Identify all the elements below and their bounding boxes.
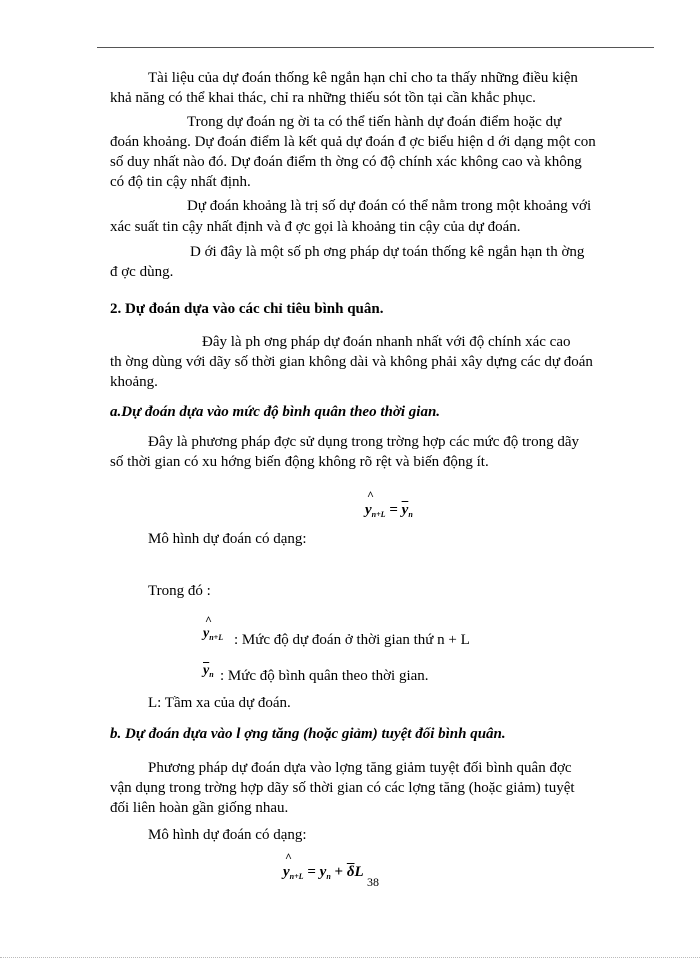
formula-delta-forecast: ^ $y_{n+L} = y_n + \overline{\delta}L$ bbox=[283, 850, 364, 881]
subsection-heading-a: a.Dự đoán dựa vào mức độ bình quân theo thời gian. bbox=[110, 404, 441, 420]
para5-line1: Đây là ph ơng pháp dự đoán nhanh nhất với độ chính xác cao bbox=[202, 334, 571, 350]
header-rule bbox=[97, 47, 654, 48]
formula-mean-forecast: ^ $y_{n+L} = \overline{y}_n$ bbox=[365, 488, 413, 519]
para6-line2: số thời gian có xu hớng biến động không rõ rệt và biến động ít. bbox=[110, 454, 489, 470]
page-bottom-divider bbox=[0, 957, 700, 958]
para2-line4: có độ tin cậy nhất định. bbox=[110, 174, 251, 190]
para4-line2: đ ợc dùng. bbox=[110, 264, 174, 280]
para3-line1: Dự đoán khoảng là trị số dự đoán có thể nằm trong một khoảng với bbox=[187, 198, 592, 214]
def2-symbol: $\overline{y}_n$ bbox=[203, 663, 214, 679]
def2-text: : Mức độ bình quân theo thời gian. bbox=[220, 668, 429, 684]
model-label-2: Mô hình dự đoán có dạng: bbox=[148, 827, 307, 843]
model-label-1: Mô hình dự đoán có dạng: bbox=[148, 531, 307, 547]
para7-line2: vận dụng trong trờng hợp dãy số thời gian có các lợng tăng (hoặc giảm) tuyệt bbox=[110, 780, 575, 796]
section-heading-2: 2. Dự đoán dựa vào các chỉ tiêu bình quân. bbox=[110, 301, 384, 317]
para2-line2: đoán khoảng. Dự đoán điểm là kết quả dự đoán đ ợc biểu hiện d ới dạng một con bbox=[110, 134, 596, 150]
para2-line1: Trong dự đoán ng ời ta có thể tiến hành dự đoán điểm hoặc dự bbox=[187, 114, 562, 130]
para1-line2: khả năng có thể khai thác, chỉ ra những thiếu sót tồn tại cần khắc phục. bbox=[110, 90, 536, 106]
def3-text: L: Tầm xa của dự đoán. bbox=[148, 695, 291, 711]
para1-line1: Tài liệu của dự đoán thống kê ngắn hạn chỉ cho ta thấy những điều kiện bbox=[148, 70, 578, 86]
def1-text: : Mức độ dự đoán ở thời gian thứ n + L bbox=[234, 632, 470, 648]
para6-line1: Đây là phương pháp đợc sử dụng trong trờng hợp các mức độ trong dãy bbox=[148, 434, 580, 450]
where-label: Trong đó : bbox=[148, 583, 211, 599]
para5-line3: khoảng. bbox=[110, 374, 158, 390]
para3-line2: xác suất tin cậy nhất định và đ ợc gọi là khoảng tin cậy của dự đoán. bbox=[110, 219, 521, 235]
para7-line3: đối liên hoàn gần giống nhau. bbox=[110, 800, 289, 816]
para2-line3: số duy nhất nào đó. Dự đoán điểm th ờng có độ chính xác không cao và không bbox=[110, 154, 582, 170]
para5-line2: th ờng dùng với dãy số thời gian không dài và không phải xây dựng các dự đoán bbox=[110, 354, 593, 370]
subsection-heading-b: b. Dự đoán dựa vào l ợng tăng (hoặc giảm) tuyệt đối bình quân. bbox=[110, 726, 506, 742]
def1-symbol: ^ $y_{n+L}$ bbox=[203, 613, 224, 642]
page-number: 38 bbox=[367, 875, 379, 889]
para4-line1: D ới đây là một số ph ơng pháp dự toán thống kê ngắn hạn th ờng bbox=[190, 244, 585, 260]
para7-line1: Phương pháp dự đoán dựa vào lợng tăng giảm tuyệt đối bình quân đợc bbox=[148, 760, 572, 776]
hat-mark: ^ bbox=[367, 488, 374, 502]
